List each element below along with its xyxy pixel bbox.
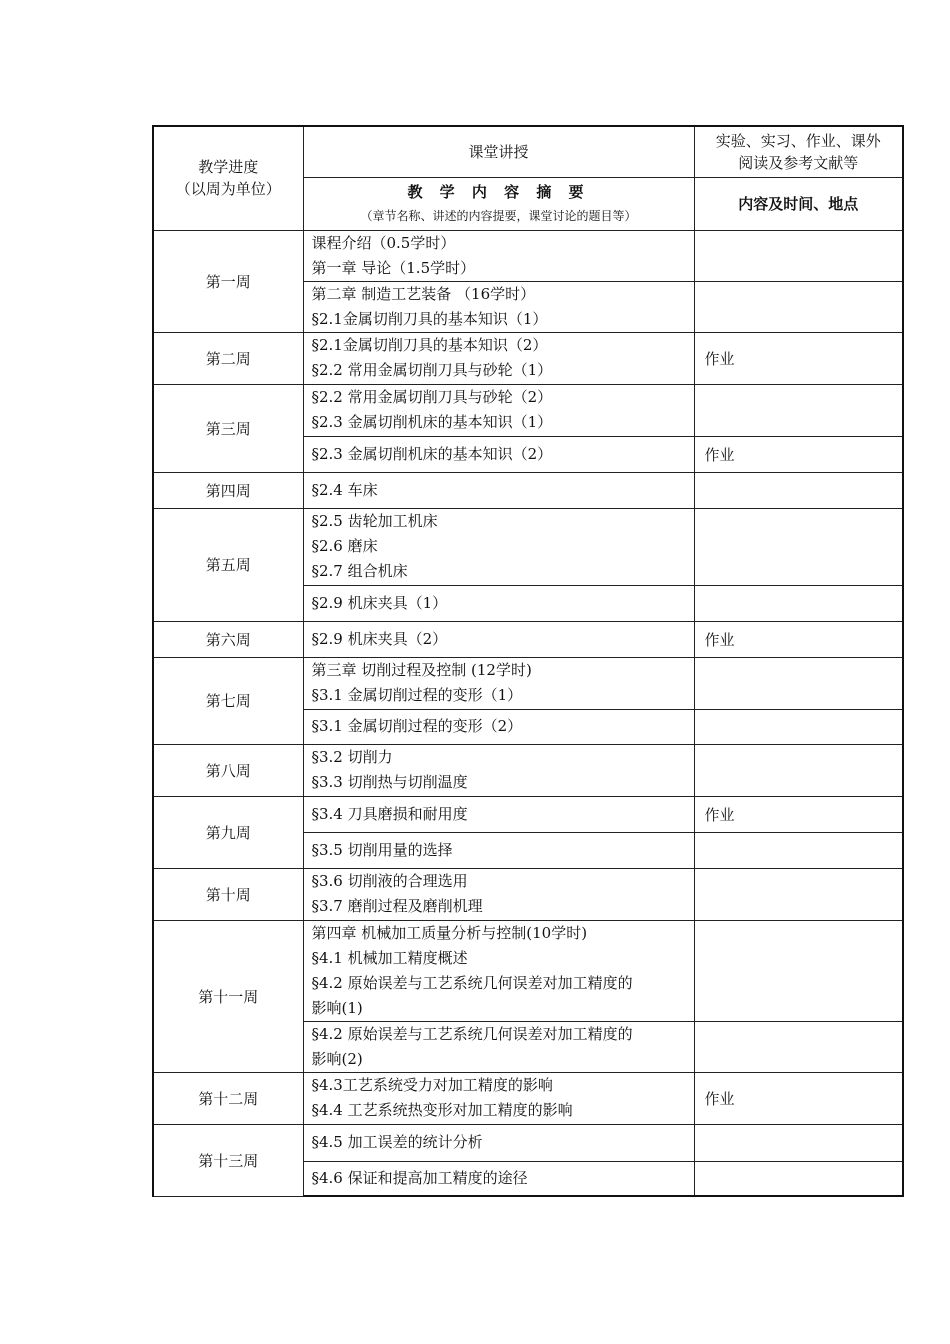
table-row <box>153 744 903 796</box>
table-row <box>153 796 903 832</box>
week-label-cell <box>153 508 303 621</box>
assignment-text: 作业 <box>704 445 735 464</box>
content-line: §2.5 齿轮加工机床 <box>311 512 438 530</box>
content-cell <box>303 868 694 920</box>
content-line: 影响(1) <box>311 998 363 1017</box>
assignment-cell <box>694 230 903 281</box>
week-label-cell <box>153 744 303 796</box>
lecture-header-cell <box>303 126 694 177</box>
week-label: 第十一周 <box>198 987 259 1006</box>
content-cell <box>303 508 694 585</box>
content-cell <box>303 920 694 1021</box>
content-line: §2.3 金属切削机床的基本知识（1） <box>311 413 553 431</box>
content-cell <box>303 230 694 281</box>
content-cell <box>303 744 694 796</box>
progress-title: 教学进度 <box>198 158 259 177</box>
extra-subheader-cell <box>694 177 903 230</box>
week-label: 第三周 <box>205 419 251 438</box>
content-line: §3.3 切削热与切削温度 <box>311 773 468 791</box>
summary-title: 教 学 内 容 摘 要 <box>407 182 590 201</box>
content-line: §2.2 常用金属切削刀具与砂轮（1） <box>311 361 553 379</box>
teaching-schedule-table <box>152 125 904 1197</box>
week-label: 第十三周 <box>198 1151 259 1170</box>
extra-header-cell <box>694 126 903 177</box>
week-label: 第八周 <box>205 761 251 780</box>
week-label-cell <box>153 868 303 920</box>
assignment-cell <box>694 744 903 796</box>
content-line: §2.1金属切削刀具的基本知识（2） <box>311 336 548 354</box>
table-row <box>153 384 903 436</box>
content-line: §2.9 机床夹具（1） <box>311 593 448 612</box>
table-row <box>153 1072 903 1124</box>
content-cell <box>303 436 694 472</box>
lecture-title: 课堂讲授 <box>468 142 529 161</box>
week-label-cell <box>153 1072 303 1124</box>
assignment-cell <box>694 436 903 472</box>
week-label: 第九周 <box>205 823 251 842</box>
week-label: 第七周 <box>205 692 251 710</box>
table-row <box>153 920 903 1021</box>
assignment-cell <box>694 585 903 621</box>
week-label-cell <box>153 796 303 868</box>
table-row <box>153 508 903 585</box>
table-row <box>153 472 903 508</box>
content-cell <box>303 332 694 384</box>
content-cell <box>303 796 694 832</box>
content-cell <box>303 657 694 709</box>
week-label: 第五周 <box>205 556 251 574</box>
content-line: 课程介绍（0.5学时） <box>311 233 456 252</box>
assignment-cell <box>694 1161 903 1196</box>
content-cell <box>303 1072 694 1124</box>
content-cell <box>303 1124 694 1161</box>
assignment-cell <box>694 709 903 744</box>
assignment-text: 作业 <box>704 630 735 649</box>
week-label: 第四周 <box>205 481 251 500</box>
progress-subtitle: （以周为单位） <box>175 180 281 199</box>
content-line: §2.9 机床夹具（2） <box>311 629 448 648</box>
content-cell <box>303 832 694 868</box>
content-line: §4.1 机械加工精度概述 <box>311 948 468 967</box>
table-row <box>153 1124 903 1161</box>
extra-title-line2: 阅读及参考文献等 <box>738 153 859 172</box>
content-cell <box>303 621 694 657</box>
week-label-cell <box>153 621 303 657</box>
content-cell <box>303 472 694 508</box>
content-line: §4.2 原始误差与工艺系统几何误差对加工精度的 <box>311 973 633 992</box>
assignment-cell <box>694 472 903 508</box>
assignment-cell <box>694 621 903 657</box>
content-line: §2.3 金属切削机床的基本知识（2） <box>311 444 553 463</box>
content-line: 第二章 制造工艺装备 （16学时） <box>311 284 536 303</box>
assignment-text: 作业 <box>704 349 735 368</box>
content-line: §2.7 组合机床 <box>311 562 408 580</box>
content-line: §4.5 加工误差的统计分析 <box>311 1133 483 1151</box>
assignment-cell <box>694 832 903 868</box>
assignment-cell <box>694 384 903 436</box>
content-line: §3.2 切削力 <box>311 748 393 766</box>
assignment-cell <box>694 657 903 709</box>
content-line: §4.6 保证和提高加工精度的途径 <box>311 1168 528 1187</box>
table-body <box>153 126 903 1196</box>
week-label-cell <box>153 332 303 384</box>
content-cell <box>303 1021 694 1072</box>
content-cell <box>303 1161 694 1196</box>
assignment-text: 作业 <box>704 805 735 824</box>
content-line: §3.5 切削用量的选择 <box>311 840 453 859</box>
week-label-cell <box>153 384 303 472</box>
table-row <box>153 621 903 657</box>
progress-header-cell <box>153 126 303 230</box>
extra-subtitle: 内容及时间、地点 <box>738 195 859 213</box>
content-line: 第三章 切削过程及控制 (12学时) <box>311 661 532 679</box>
week-label: 第十周 <box>205 885 251 904</box>
week-label-cell <box>153 920 303 1072</box>
week-label: 第二周 <box>205 349 251 368</box>
table-row <box>153 868 903 920</box>
assignment-cell <box>694 920 903 1021</box>
content-line: 第一章 导论（1.5学时） <box>311 258 476 277</box>
assignment-cell <box>694 1021 903 1072</box>
content-cell <box>303 709 694 744</box>
content-cell <box>303 281 694 332</box>
week-label-cell <box>153 1124 303 1196</box>
content-line: §4.4 工艺系统热变形对加工精度的影响 <box>311 1101 573 1119</box>
table-row <box>153 657 903 709</box>
assignment-cell <box>694 332 903 384</box>
content-cell <box>303 585 694 621</box>
content-line: §3.4 刀具磨损和耐用度 <box>311 804 468 823</box>
content-cell <box>303 384 694 436</box>
content-line: §4.3工艺系统受力对加工精度的影响 <box>311 1076 553 1094</box>
content-line: §3.1 金属切削过程的变形（2） <box>311 717 523 735</box>
assignment-text: 作业 <box>704 1089 735 1108</box>
content-line: §2.6 磨床 <box>311 537 378 555</box>
summary-note: （章节名称、讲述的内容提要，课堂讨论的题目等） <box>360 208 637 223</box>
content-line: 第四章 机械加工质量分析与控制(10学时) <box>311 923 588 942</box>
week-label-cell <box>153 472 303 508</box>
assignment-cell <box>694 868 903 920</box>
week-label-cell <box>153 657 303 744</box>
week-label: 第一周 <box>205 272 251 291</box>
extra-title-line1: 实验、实习、作业、课外 <box>715 131 881 150</box>
content-line: §2.4 车床 <box>311 480 378 499</box>
content-line: §2.2 常用金属切削刀具与砂轮（2） <box>311 388 553 406</box>
week-label: 第六周 <box>205 630 251 649</box>
table-row <box>153 332 903 384</box>
content-line: 影响(2) <box>311 1049 363 1068</box>
content-line: §2.1金属切削刀具的基本知识（1） <box>311 309 548 328</box>
content-line: §3.6 切削液的合理选用 <box>311 872 468 890</box>
assignment-cell <box>694 508 903 585</box>
week-label: 第十二周 <box>198 1089 259 1108</box>
assignment-cell <box>694 1072 903 1124</box>
header-row-1 <box>153 126 903 177</box>
content-line: §3.7 磨削过程及磨削机理 <box>311 897 483 915</box>
week-label-cell <box>153 230 303 332</box>
assignment-cell <box>694 796 903 832</box>
assignment-cell <box>694 281 903 332</box>
summary-header-cell <box>303 177 694 230</box>
content-line: §4.2 原始误差与工艺系统几何误差对加工精度的 <box>311 1024 633 1043</box>
table-row <box>153 230 903 281</box>
content-line: §3.1 金属切削过程的变形（1） <box>311 686 523 704</box>
assignment-cell <box>694 1124 903 1161</box>
